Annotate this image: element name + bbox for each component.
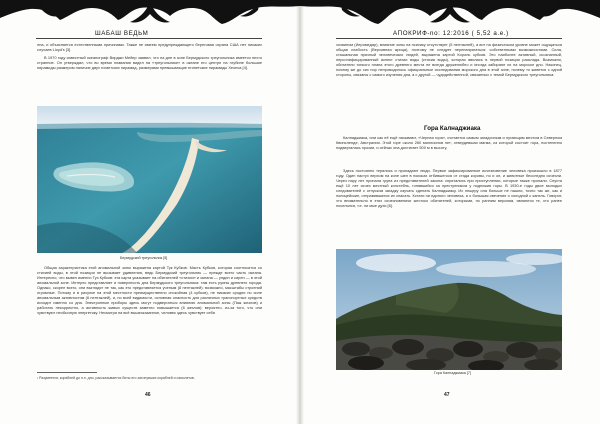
tribal-ornament-icon	[0, 0, 300, 28]
page-number-left: 46	[145, 392, 151, 398]
left-body-paragraph: Общая характеристика этой аномальной зоны выражена картой Тук Кубков. Масть Кубков, которая соотносится со стихией воды, в этой позиции не вызывает удивления, ведь Бермудский треугольник — прежде всего часть океана. Интересно, что вывел именно Туз Кубков: эта карта указывает на обитателей «стихии» и океана — ундин и сирен — в этой аномальной зоне. Интерес представляет и поверхность дна Бермудского треугольника: там есть руины древнего города. Однако, скорее всего, они выглядят не так, как это представляется ученым (8 пентаклей): возможно, масштабы строений огромные. Потому и в рисунке на этой местности преимущественно спокойная (4 кубков), не никаких сродни по силе аномальным активностям (6 пентаклей), и, по всей видимости, основная опасность для различных транспортных средств исходит именно со дна. Электронные приборы здесь могут подвергаться влиянию аномальной зоны (Паж жезлов) и работать некорректно, а активность живых существ заметно повышается (6 жезлов): вероятно, из-за того, что они чувствуют необычную энергетику. Несмотря на всё вышесказанное, человек здесь чувствует себя	[37, 265, 262, 316]
running-head-right: АПОКРИФ-no: 12:2016 ( 5,52 a.e.)	[393, 30, 509, 37]
right-top-paragraph: хозяином (Иеромедар), влияние зоны на психику отсутствует (5 пентаклей), а вот на физическом уровне может ощущаться общая слабость (Верховная жрица), поэтому не следует перенапрягаться: собственными возможностями. Сила, сташальная прячный человеческих людей, выражена картой Король кубков. Это наиболее активный, осознанный, персонифицированный аспект стихии воды (стихия воды), которая явилась в первой позиции расклада. Возможно, обитатели тонкого плана этого древнего места не всегда дружелюбно и иногда забирают их на морское дно. Наконец, почему же до сих пор непроводилось официальные исследования морского дна в этой зоне, почему то живется с одной стороны, связаны с самого изучения дна, а с другой — чудодейственной, связанных с темой Бермудского треугольника.	[336, 42, 562, 78]
right-body-paragraph-2: Здесь постоянно терялись и пропадают люди. Первое зафиксированное исчезновение человека произошло в 1877 году. Один пастух верхом на коне шел в поисках отбившегося от стада коровы, но и он, и животные бесследно исчезли. Через пару лет пропала група из представителей закона: спрятались при приступлении, которые также пропали. Спустя ещё 10 лет исчез местный констебль, гонявшийся за преступником у подножия горы. В 1930-е годы двое молодых следователей с отпуском загадку изучать сделать Калнаджиаку. Их пещеру она больше не нашли, точно так же, как и полицейские, отправившиеся их спасать. Кстати ни единого человека, и о большая свечение о холодной с капель. Говорят, что внимательно в этих исчезновениях жестоко обитателей, которыми, по ранним версиям, являются те, кто ранее поселялся, т.е. ли мые духи [6].	[336, 168, 562, 209]
footnote-rule	[37, 372, 97, 373]
right-body-paragraph-1: Калнаджиака, или как её ещё называют, «Черная гора», считается самым загадочным и пугающим местом в Северном Квинсленде, Австралия. Этой горе около 260 миллионов лет; отвердевшая магма, из которой состоит гора, постепенно подвергалась эрозии, и сейчас она достигает 500 м в высоту.	[336, 135, 562, 151]
running-head-left: ШАБАШ ВЕДЬМ	[95, 30, 149, 37]
left-footnote: ¹ Разумеется, кораблей до н.э. дно, рассказывается биты его затонувших кораблей и самолетов.	[37, 376, 195, 380]
mountain-photo-caption: Гора Калнаджиака [7]	[434, 371, 471, 375]
bermuda-photo-caption: Бермудский треугольник [5]	[120, 256, 168, 260]
page-gutter	[296, 0, 304, 424]
page-number-right: 47	[444, 392, 450, 398]
header-rule-right	[336, 38, 562, 39]
header-rule-left	[36, 38, 262, 39]
section-heading: Гора Калнаджиака	[424, 125, 481, 132]
left-intro-paragraph-2: В 1970 году известный океанограф Вирджи Мейер заявил, что на дне в зоне Бермудского треугольника имеется нечто странное. Он утверждал, что во время плавания видел на «треугольнике» в океане его центре на глубине большие пирамиды размером наличие двух гигантских пирамид, размерами превышающие египетские пирамиды Хеопса [4].	[37, 55, 262, 71]
tribal-ornament-icon	[300, 0, 600, 28]
left-intro-paragraph: лна, и объясняется естественными причинами. Также не имеем предупреждающего береговая охрана США нет никаких случаев Lloyd's [3].	[37, 42, 262, 53]
bermuda-triangle-photo	[37, 106, 262, 253]
kalnadjiaka-mountain-photo	[336, 249, 562, 370]
